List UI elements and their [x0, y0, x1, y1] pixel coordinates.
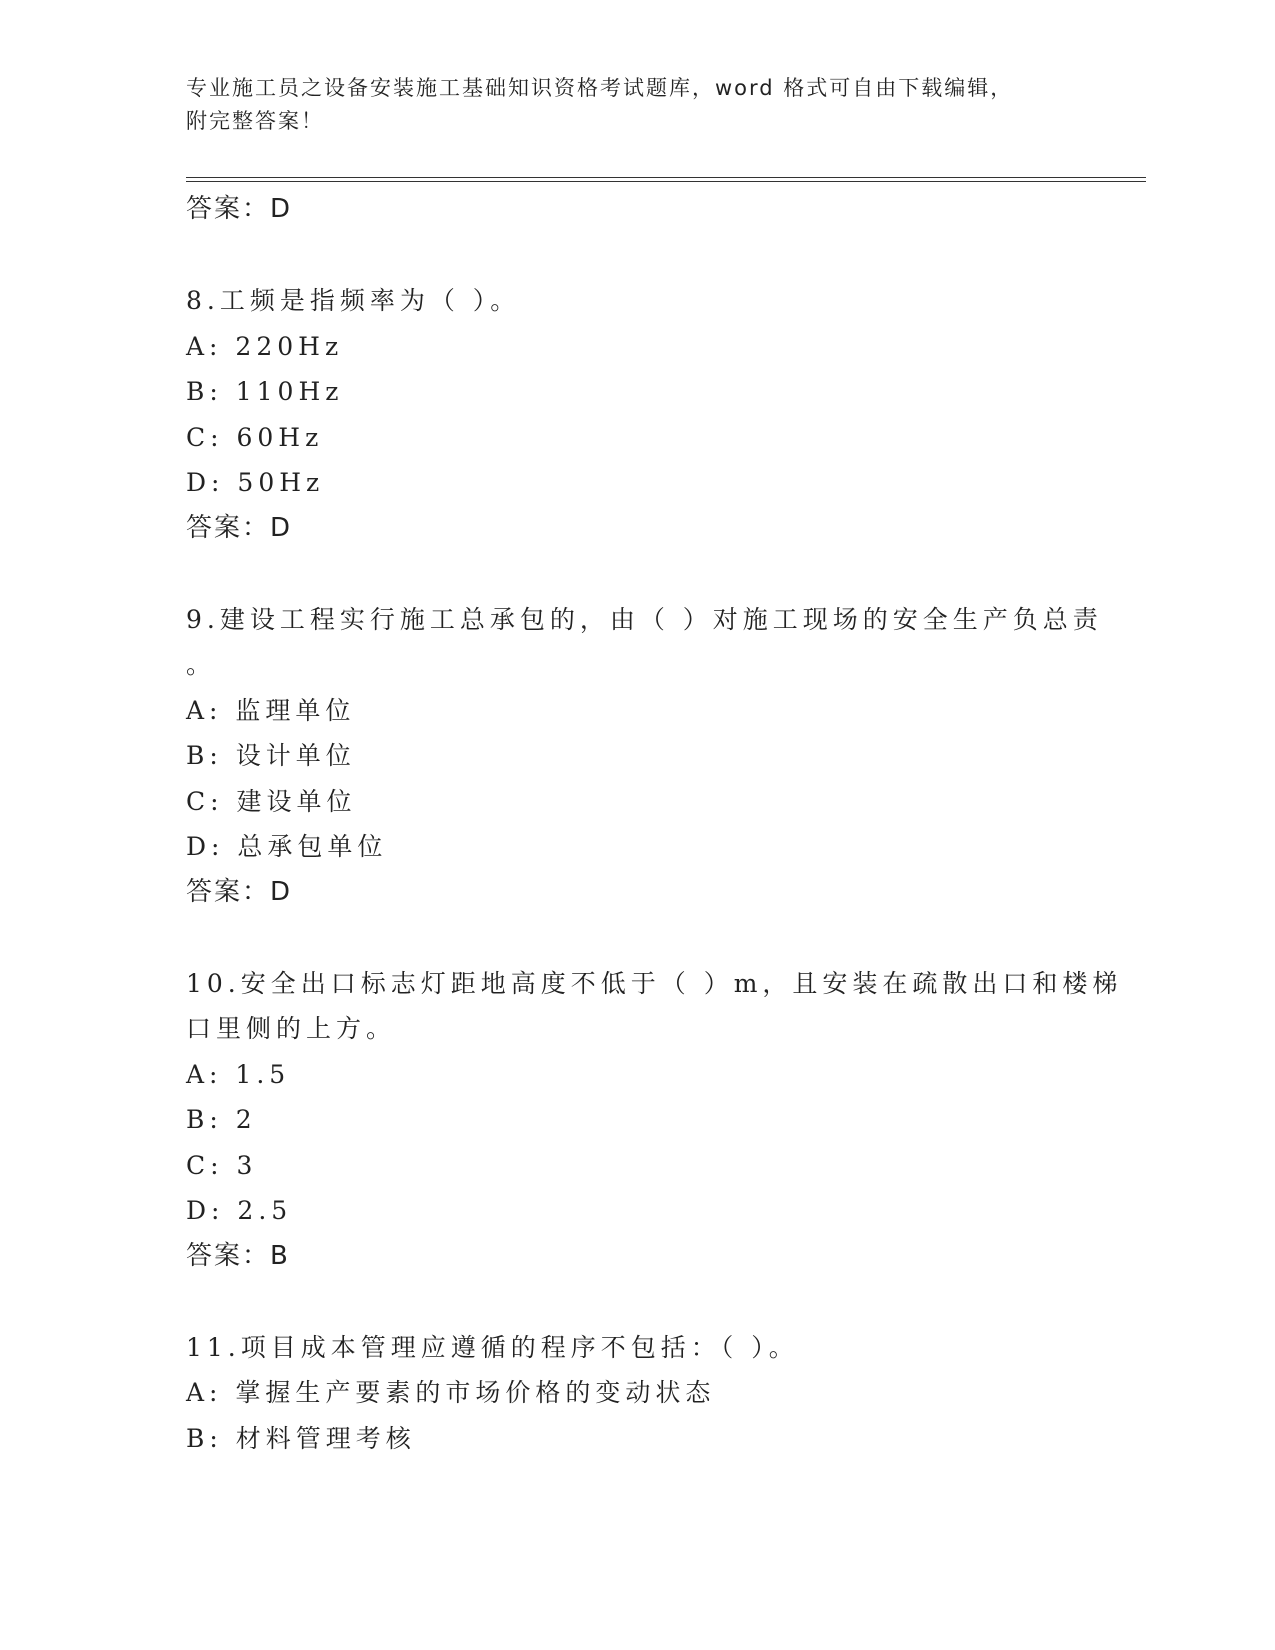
option-d: D: 50Hz	[186, 468, 325, 497]
header-line-1: 专业施工员之设备安装施工基础知识资格考试题库，word 格式可自由下载编辑，	[186, 76, 1014, 100]
question-text-continued: 。	[186, 650, 217, 679]
option-c: C: 3	[186, 1150, 258, 1180]
document-header	[186, 72, 1066, 138]
option-b: B: 设计单位	[186, 741, 356, 770]
header-line-2: 附完整答案！	[186, 109, 324, 133]
question-text: 11.项目成本管理应遵循的程序不包括：（ ）。	[186, 1332, 799, 1362]
header-divider-top	[186, 177, 1146, 178]
option-b: B: 110Hz	[186, 377, 344, 406]
option-d: D: 总承包单位	[186, 832, 388, 861]
question-text: 8.工频是指频率为（ ）。	[186, 286, 521, 315]
answer-line: 答案：D	[186, 876, 293, 907]
option-a: A: 掌握生产要素的市场价格的变动状态	[186, 1378, 716, 1407]
option-b: B: 材料管理考核	[186, 1423, 416, 1453]
option-c: C: 60Hz	[186, 422, 324, 452]
question-block	[186, 1325, 1086, 1462]
option-a: A: 220Hz	[186, 331, 344, 361]
spacer	[186, 551, 1086, 597]
spacer	[186, 1279, 1086, 1325]
option-d: D: 2.5	[186, 1196, 293, 1225]
answer-line: 答案：B	[186, 1240, 290, 1271]
question-block	[186, 597, 1103, 916]
question-block	[186, 961, 1123, 1280]
question-block	[186, 278, 1086, 551]
question-text: 9.建设工程实行施工总承包的，由（ ）对施工现场的安全生产负总责	[186, 604, 1103, 634]
answer-line: 答案：D	[186, 194, 293, 224]
header-divider-bottom	[186, 181, 1146, 182]
question-text: 10.安全出口标志灯距地高度不低于（ ）m，且安装在疏散出口和楼梯	[186, 968, 1123, 998]
question-text-continued: 口里侧的上方。	[186, 1014, 397, 1043]
option-b: B: 2	[186, 1105, 257, 1134]
answer-line: 答案：D	[186, 512, 293, 543]
option-a: A: 1.5	[186, 1059, 291, 1089]
spacer	[186, 233, 1086, 279]
document-body	[186, 187, 1123, 1461]
option-c: C: 建设单位	[186, 786, 357, 816]
spacer	[186, 915, 1086, 961]
option-a: A: 监理单位	[186, 695, 356, 725]
